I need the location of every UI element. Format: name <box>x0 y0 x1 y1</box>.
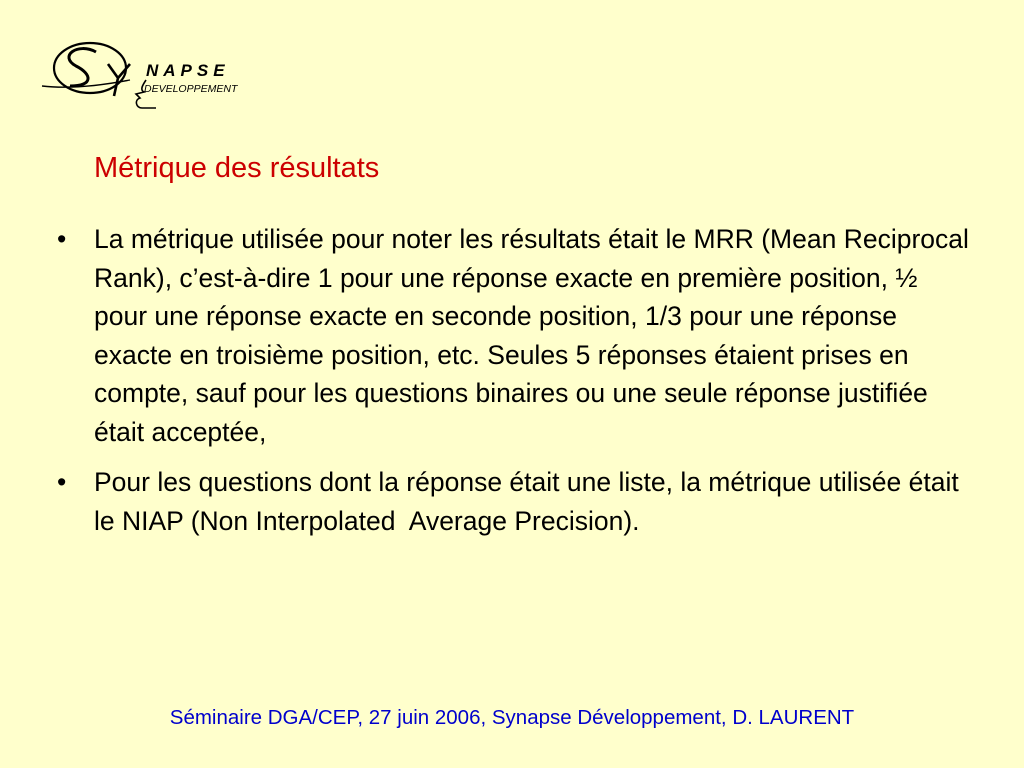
bullet-item <box>57 463 969 540</box>
slide-footer: Séminaire DGA/CEP, 27 juin 2006, Synapse Développement, D. LAURENT <box>169 706 855 729</box>
bullet-text: La métrique utilisée pour noter les résultats était le MRR (Mean Reciprocal Rank), c’est-à-dire 1 pour une réponse exacte en première position, ½ pour une réponse exacte en seconde position, 1/3 pour une réponse exacte en troisième position, etc. Seules 5 réponses étaient prises en compte, sauf pour les questions binaires ou une seule réponse justifiée était acceptée, <box>94 224 969 447</box>
slide-title: Métrique des résultats <box>94 152 380 184</box>
synapse-logo <box>38 30 278 120</box>
bullet-list <box>57 220 969 552</box>
bullet-item <box>57 220 969 451</box>
synapse-logo-icon <box>38 30 278 120</box>
bullet-marker: • <box>57 224 67 254</box>
bullet-text: Pour les questions dont la réponse était une liste, la métrique utilisée était le NIAP (Non Interpolated Average Precision). <box>94 467 967 536</box>
logo-sub-text: DEVELOPPEMENT <box>144 83 238 95</box>
bullet-marker: • <box>57 467 67 497</box>
logo-name-text: NAPSE <box>146 61 230 80</box>
